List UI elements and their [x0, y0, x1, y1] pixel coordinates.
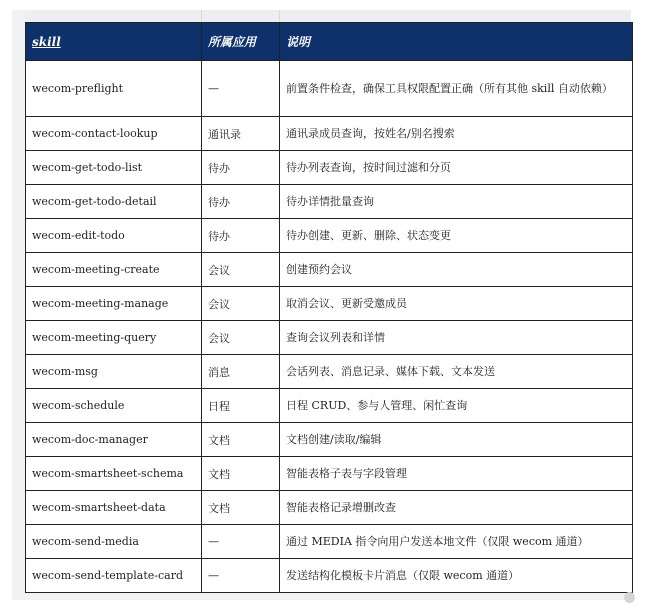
column-divider	[279, 10, 280, 22]
description-cell[interactable]: 待办列表查询，按时间过滤和分页	[280, 151, 633, 185]
table-row	[26, 525, 633, 559]
app-cell[interactable]: 会议	[202, 321, 280, 355]
app-cell[interactable]: 消息	[202, 355, 280, 389]
description-cell[interactable]: 查询会议列表和详情	[280, 321, 633, 355]
skill-cell[interactable]: wecom-send-media	[26, 525, 202, 559]
description-cell[interactable]: 创建预约会议	[280, 253, 633, 287]
skill-cell[interactable]: wecom-doc-manager	[26, 423, 202, 457]
description-cell[interactable]: 通讯录成员查询，按姓名/别名搜索	[280, 117, 633, 151]
skills-table	[25, 22, 633, 593]
description-cell[interactable]: 日程 CRUD、参与人管理、闲忙查询	[280, 389, 633, 423]
skill-cell[interactable]: wecom-smartsheet-schema	[26, 457, 202, 491]
skill-cell[interactable]: wecom-contact-lookup	[26, 117, 202, 151]
skill-cell[interactable]: wecom-get-todo-detail	[26, 185, 202, 219]
description-cell[interactable]: 待办创建、更新、删除、状态变更	[280, 219, 633, 253]
skill-cell[interactable]: wecom-msg	[26, 355, 202, 389]
skill-cell[interactable]: wecom-meeting-create	[26, 253, 202, 287]
table-row	[26, 491, 633, 525]
app-cell[interactable]: —	[202, 559, 280, 593]
scroll-handle[interactable]	[624, 592, 635, 603]
app-cell[interactable]: 文档	[202, 423, 280, 457]
description-cell[interactable]: 待办详情批量查询	[280, 185, 633, 219]
header-skill: skill	[26, 23, 202, 61]
table-row	[26, 117, 633, 151]
table-row	[26, 185, 633, 219]
app-cell[interactable]: 会议	[202, 287, 280, 321]
header-row	[26, 23, 633, 61]
skill-cell[interactable]: wecom-send-template-card	[26, 559, 202, 593]
app-cell[interactable]: —	[202, 61, 280, 117]
table-row	[26, 287, 633, 321]
description-cell[interactable]: 会话列表、消息记录、媒体下载、文本发送	[280, 355, 633, 389]
table-row	[26, 423, 633, 457]
app-cell[interactable]: 会议	[202, 253, 280, 287]
app-cell[interactable]: 文档	[202, 457, 280, 491]
skill-cell[interactable]: wecom-smartsheet-data	[26, 491, 202, 525]
skill-cell[interactable]: wecom-edit-todo	[26, 219, 202, 253]
skill-cell[interactable]: wecom-preflight	[26, 61, 202, 117]
skill-cell[interactable]: wecom-get-todo-list	[26, 151, 202, 185]
app-cell[interactable]: 待办	[202, 185, 280, 219]
table-row	[26, 355, 633, 389]
description-cell[interactable]: 前置条件检查，确保工具权限配置正确（所有其他 skill 自动依赖）	[280, 61, 633, 117]
description-cell[interactable]: 智能表格子表与字段管理	[280, 457, 633, 491]
description-cell[interactable]: 文档创建/读取/编辑	[280, 423, 633, 457]
table-row	[26, 321, 633, 355]
table-row	[26, 559, 633, 593]
description-cell[interactable]: 智能表格记录增删改查	[280, 491, 633, 525]
table-row	[26, 151, 633, 185]
column-divider	[201, 10, 202, 22]
skill-cell[interactable]: wecom-meeting-manage	[26, 287, 202, 321]
column-header-bar	[25, 10, 631, 22]
header-app: 所属应用	[202, 23, 280, 61]
header-description: 说明	[280, 23, 633, 61]
description-cell[interactable]: 取消会议、更新受邀成员	[280, 287, 633, 321]
table-row	[26, 457, 633, 491]
table-row	[26, 61, 633, 117]
app-cell[interactable]: 待办	[202, 219, 280, 253]
app-cell[interactable]: 通讯录	[202, 117, 280, 151]
app-cell[interactable]: 日程	[202, 389, 280, 423]
table-row	[26, 253, 633, 287]
skill-cell[interactable]: wecom-meeting-query	[26, 321, 202, 355]
description-cell[interactable]: 发送结构化模板卡片消息（仅限 wecom 通道）	[280, 559, 633, 593]
skill-cell[interactable]: wecom-schedule	[26, 389, 202, 423]
description-cell[interactable]: 通过 MEDIA 指令向用户发送本地文件（仅限 wecom 通道）	[280, 525, 633, 559]
table-row	[26, 219, 633, 253]
app-cell[interactable]: —	[202, 525, 280, 559]
app-cell[interactable]: 待办	[202, 151, 280, 185]
app-cell[interactable]: 文档	[202, 491, 280, 525]
table-row	[26, 389, 633, 423]
